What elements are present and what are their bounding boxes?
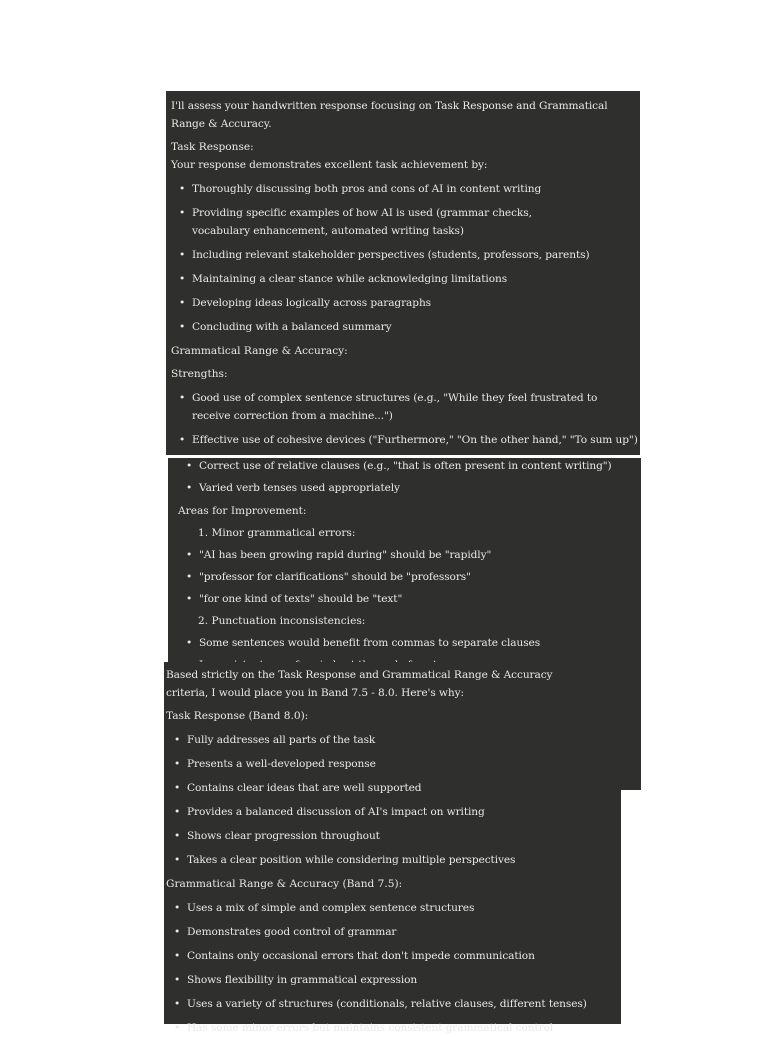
band-intro-text: Based strictly on the Task Response and Grammatical Range & Accuracy criteria, I would place you in Band 7.5 - 8.0. Here's why:: [166, 669, 553, 699]
list-item: • Good use of complex sentence structures (e.g., "While they feel frustrated to receive correction from a machine..."): [171, 389, 602, 425]
numbered-item-2: 2. Punctuation inconsistencies:: [198, 615, 366, 627]
list-item: • Providing specific examples of how AI is used (grammar checks, vocabulary enhancement, automated writing tasks): [171, 204, 552, 240]
list-item: • "professor for clarifications" should be "professors": [178, 568, 637, 586]
list-item: • Some sentences would benefit from commas to separate clauses: [178, 634, 637, 652]
numbered-item-1: 1. Minor grammatical errors:: [198, 527, 356, 539]
task-response-list: [171, 180, 636, 336]
screenshot-panel-assessment: [166, 91, 640, 455]
grammar-band-heading: Grammatical Range & Accuracy (Band 7.5):: [166, 878, 403, 890]
list-item: • Thoroughly discussing both pros and cons of AI in content writing: [171, 180, 636, 198]
list-item: • Correct use of relative clauses (e.g., "that is often present in content writing"): [178, 457, 637, 475]
list-item: • Shows clear progression throughout: [166, 827, 617, 845]
list-item: • Uses a mix of simple and complex sentence structures: [166, 899, 617, 917]
list-item: • Concluding with a balanced summary: [171, 318, 636, 336]
list-item: • Has some minor errors but maintains consistent grammatical control: [166, 1019, 617, 1037]
strengths-list-continued: [178, 457, 637, 497]
improvement-heading: Areas for Improvement:: [178, 505, 307, 517]
strengths-list: [171, 389, 636, 449]
list-item: • Effective use of cohesive devices ("Furthermore," "On the other hand," "To sum up"): [171, 431, 636, 449]
list-item: • Maintaining a clear stance while acknowledging limitations: [171, 270, 636, 288]
errors-list: [178, 546, 637, 608]
screenshot-panel-band-score: [164, 662, 621, 1034]
list-item: • Contains only occasional errors that don't impede communication: [166, 947, 617, 965]
list-item: • Demonstrates good control of grammar: [166, 923, 617, 941]
list-item: • Varied verb tenses used appropriately: [178, 479, 637, 497]
task-band-list: [166, 731, 617, 869]
grammar-heading: Grammatical Range & Accuracy:: [171, 345, 348, 357]
list-item: • Takes a clear position while considering multiple perspectives: [166, 851, 617, 869]
list-item: • Developing ideas logically across paragraphs: [171, 294, 636, 312]
grammar-band-list: [166, 899, 617, 1037]
list-item: • "AI has been growing rapid during" should be "rapidly": [178, 546, 637, 564]
task-response-heading: Task Response:: [171, 141, 254, 153]
list-item: • Presents a well-developed response: [166, 755, 617, 773]
task-band-heading: Task Response (Band 8.0):: [166, 710, 309, 722]
list-item: • Fully addresses all parts of the task: [166, 731, 617, 749]
intro-text: I'll assess your handwritten response focusing on Task Response and Grammatical Range & Accuracy.: [171, 100, 608, 130]
list-item: • "for one kind of texts" should be "text": [178, 590, 637, 608]
strengths-heading: Strengths:: [171, 368, 228, 380]
list-item: • Contains clear ideas that are well supported: [166, 779, 617, 797]
task-response-lead: Your response demonstrates excellent task achievement by:: [171, 159, 488, 171]
list-item: • Including relevant stakeholder perspectives (students, professors, parents): [171, 246, 636, 264]
list-item: • Shows flexibility in grammatical expression: [166, 971, 617, 989]
list-item: • Uses a variety of structures (conditionals, relative clauses, different tenses): [166, 995, 617, 1013]
list-item: • Provides a balanced discussion of AI's impact on writing: [166, 803, 617, 821]
